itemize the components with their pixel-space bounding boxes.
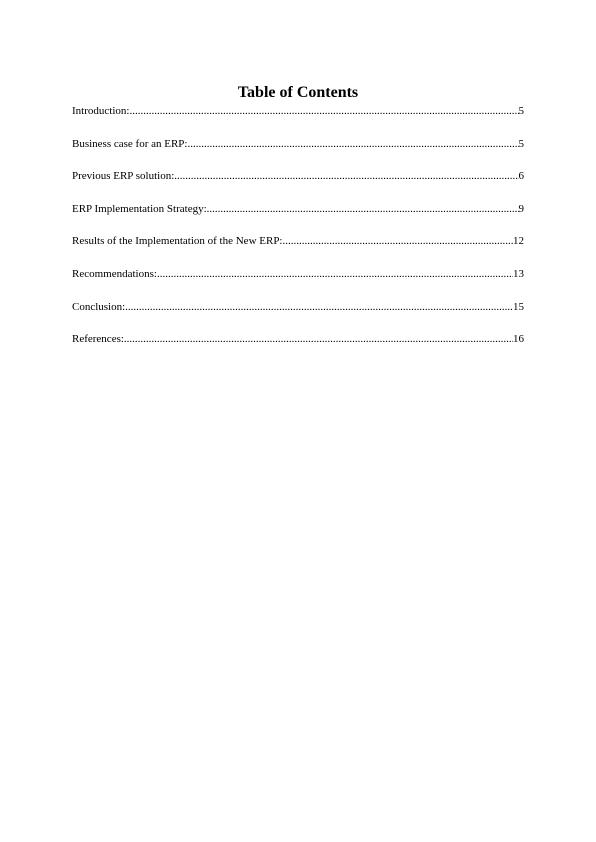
toc-entry-recommendations[interactable] [72, 267, 524, 300]
toc-entry-page-number: 13 [513, 267, 524, 280]
toc-entry-label: Business case for an ERP: [72, 137, 188, 150]
toc-dot-leader [157, 267, 513, 281]
toc-entry-page-number: 5 [518, 105, 524, 117]
toc-entry-introduction[interactable] [72, 104, 524, 137]
toc-entry-page-number: 6 [518, 170, 524, 183]
toc-entry-previous-erp[interactable] [72, 169, 524, 202]
toc-entry-page-number: 9 [518, 202, 524, 215]
toc-dot-leader [129, 104, 518, 118]
toc-entry-page-number: 15 [513, 300, 524, 313]
toc-title: Table of Contents [237, 84, 359, 101]
toc-entry-label: Results of the Implementation of the New ERP: [72, 235, 283, 248]
toc-entry-label: ERP Implementation Strategy: [72, 202, 207, 215]
toc-entry-page-number: 16 [513, 333, 524, 346]
toc-entry-label: Introduction: [72, 105, 130, 117]
toc-entry-references[interactable] [72, 332, 524, 365]
toc-entry-label: Recommendations: [72, 267, 157, 280]
toc-entry-business-case[interactable] [72, 137, 524, 170]
toc-entry-page-number: 5 [518, 137, 524, 150]
toc-list [72, 104, 524, 365]
toc-entry-implementation-strategy[interactable] [72, 202, 524, 235]
toc-dot-leader [283, 234, 514, 248]
toc-dot-leader [125, 300, 513, 314]
toc-entry-conclusion[interactable] [72, 300, 524, 333]
toc-dot-leader [124, 332, 513, 346]
toc-dot-leader [174, 169, 518, 183]
toc-entry-page-number: 12 [513, 235, 524, 248]
toc-entry-label: References: [72, 333, 124, 346]
toc-dot-leader [207, 202, 519, 216]
toc-entry-results[interactable] [72, 234, 524, 267]
toc-entry-label: Previous ERP solution: [72, 170, 175, 183]
toc-entry-label: Conclusion: [72, 300, 126, 313]
toc-dot-leader [187, 137, 518, 151]
